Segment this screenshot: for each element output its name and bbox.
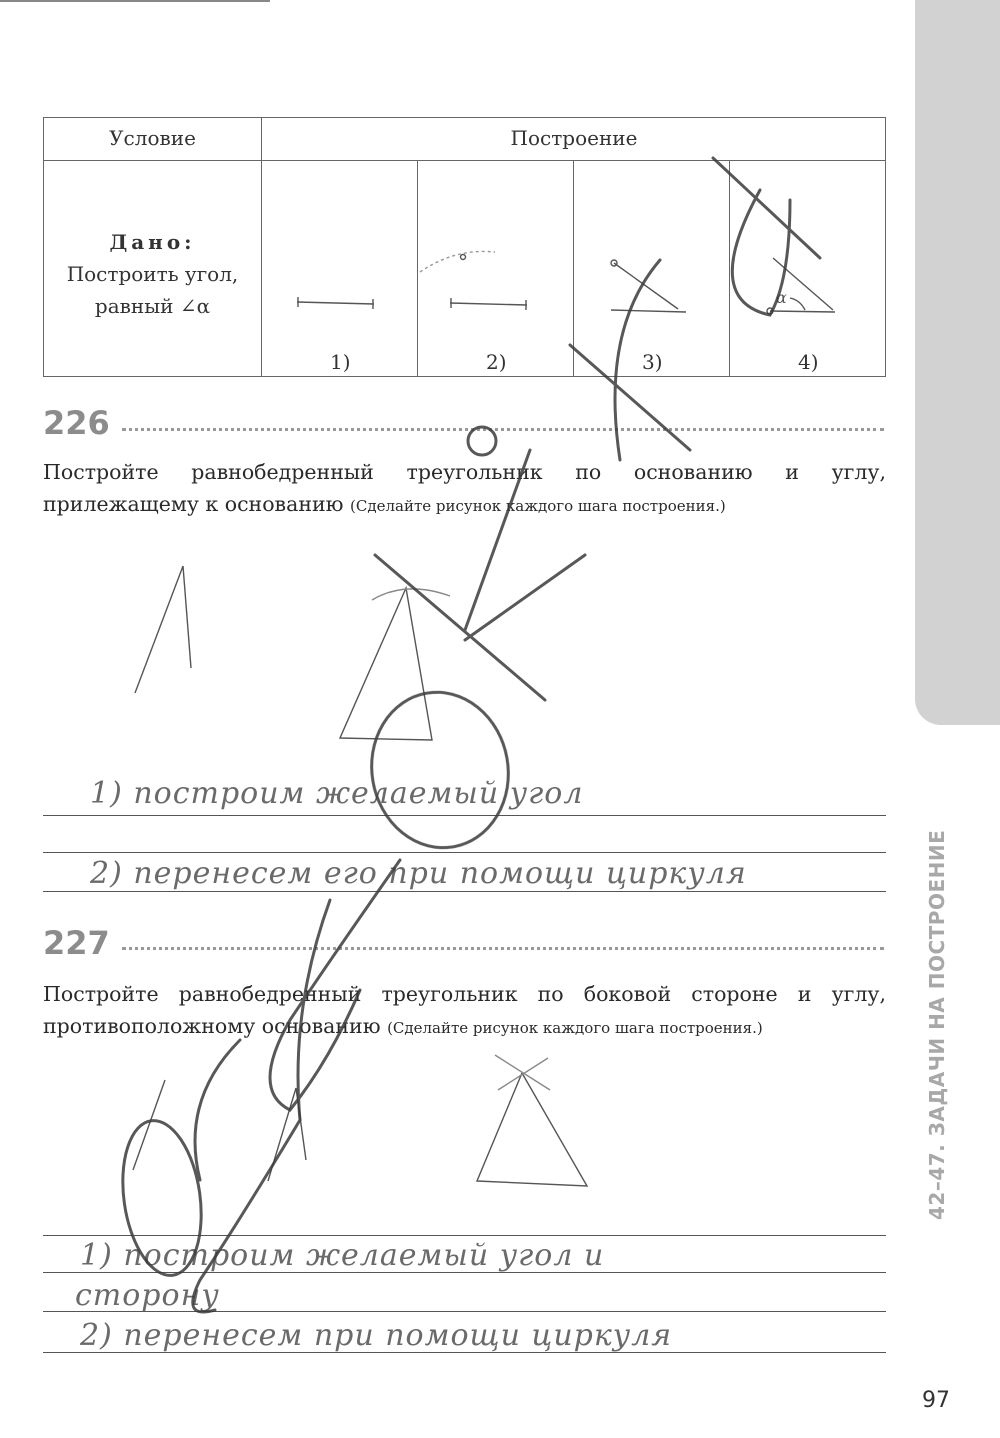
step-number-2: 2) [486, 350, 507, 374]
given-angle-side [135, 566, 183, 693]
step2-segment [450, 303, 527, 305]
section-label: 42–47. ЗАДАЧИ НА ПОСТРОЕНИЕ [925, 829, 949, 1220]
answer-226-line-1: 1) построим желаемый угол [90, 776, 584, 811]
answer-227-line-1: 1) построим желаемый угол и [80, 1238, 605, 1273]
watermark-stroke [298, 900, 330, 1120]
answer-227-line-2: 2) перенесем при помощи циркуля [80, 1318, 673, 1353]
watermark-stroke [465, 450, 530, 630]
header-condition: Условие [109, 126, 196, 150]
construction-arc [372, 589, 450, 600]
step1-segment [297, 302, 374, 304]
given-line-2: равный ∠α [94, 294, 211, 318]
step4-base [770, 311, 835, 312]
step3-base [611, 310, 686, 312]
watermark-stroke [195, 1040, 240, 1180]
problem-227-note: (Сделайте рисунок каждого шага построения.) [387, 1019, 763, 1037]
watermark-stroke [375, 555, 545, 700]
answer-226-line-2: 2) перенесем его при помощи циркуля [90, 856, 747, 891]
watermark-stroke [468, 427, 496, 455]
step-number-3: 3) [642, 350, 663, 374]
step2-arc [420, 251, 495, 272]
watermark-stroke [359, 681, 520, 858]
given-angle-side [183, 566, 191, 668]
watermark-stroke [713, 158, 820, 258]
watermark-stroke [270, 860, 400, 1110]
watermark-stroke [570, 345, 690, 450]
given-angle-side [133, 1080, 165, 1170]
given-line-1: Построить угол, [66, 262, 239, 286]
header-construction: Построение [510, 126, 638, 150]
constructed-triangle [477, 1073, 587, 1186]
step3-side [614, 263, 678, 309]
answer-227-line-1b: сторону [75, 1278, 220, 1313]
alpha-label: α [776, 288, 787, 307]
problem-226-drawings [135, 566, 450, 740]
given-label: Дано: [109, 230, 196, 254]
step2-point [461, 255, 466, 260]
problem-227-drawings [133, 1055, 587, 1186]
watermark-stroke [193, 1120, 300, 1312]
problem-227-number: 227 [43, 924, 110, 962]
watermark-stroke [465, 555, 585, 640]
step-number-1: 1) [330, 350, 351, 374]
step4-angle-arc [790, 298, 805, 310]
problem-226-note: (Сделайте рисунок каждого шага построения.) [350, 497, 726, 515]
watermark-strokes [114, 158, 820, 1312]
table-step-drawings [297, 251, 835, 314]
problem-227-statement: Постройте равнобедренный треугольник по боковой стороне и углу, противоположному основанию [43, 982, 886, 1038]
watermark-stroke [615, 260, 660, 460]
page-number: 97 [922, 1388, 950, 1413]
problem-226-number: 226 [43, 404, 110, 442]
problem-226-statement: Постройте равнобедренный треугольник по основанию и углу, прилежащему к основанию [43, 460, 886, 516]
step-number-4: 4) [798, 350, 819, 374]
